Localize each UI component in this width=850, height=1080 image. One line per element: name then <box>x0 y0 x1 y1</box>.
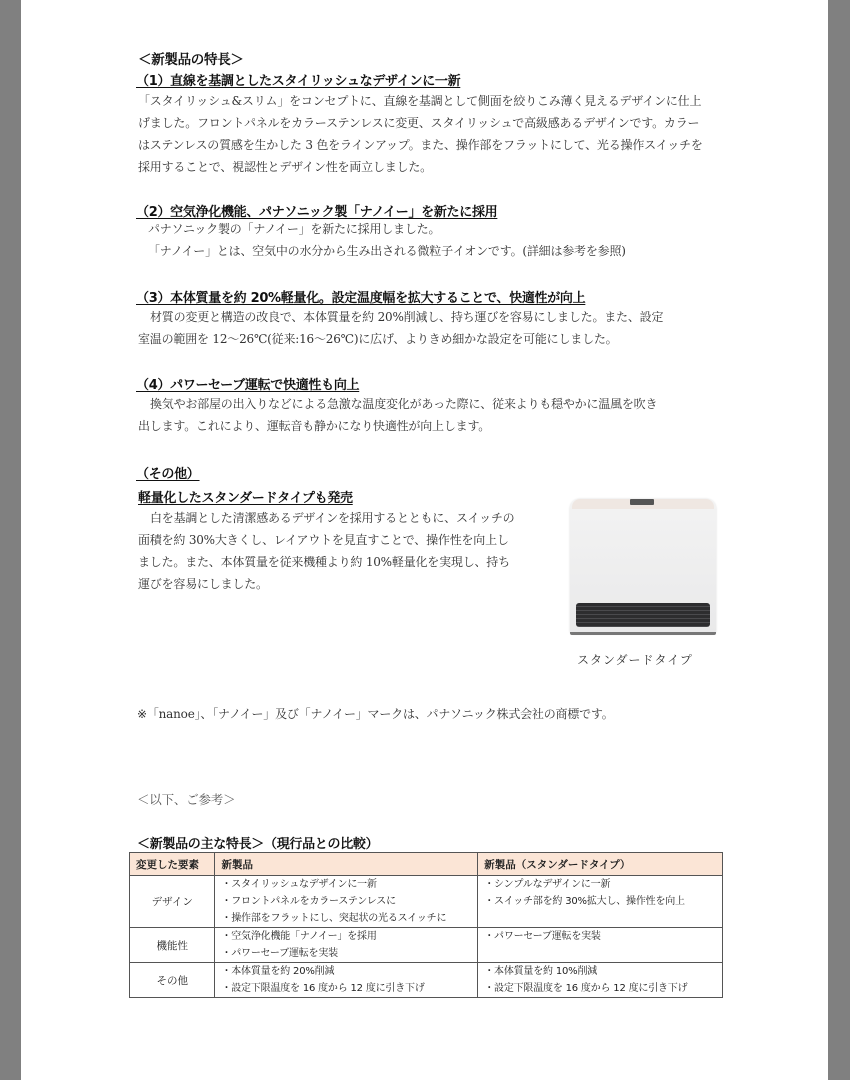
table-row <box>130 876 723 928</box>
text-line: はステンレスの質感を生かした 3 色をラインアップ。また、操作部をフラットにして、光る操作スイッチを <box>138 138 703 152</box>
text-line: 「スタイリッシュ&スリム」をコンセプトに、直線を基調として側面を絞りこみ薄く見えるデザインに仕上 <box>138 94 702 108</box>
comparison-table <box>129 852 723 998</box>
text-line: げました。フロントパネルをカラーステンレスに変更、スタイリッシュで高級感あるデザインです。カラー <box>138 116 700 130</box>
image-caption: スタンダードタイプ <box>577 653 693 667</box>
column-header: 新製品 <box>215 853 478 876</box>
standard-product-cell <box>478 876 723 928</box>
new-product-cell <box>215 876 478 928</box>
other-subheading: 軽量化したスタンダードタイプも発売 <box>138 491 353 506</box>
text-line: 室温の範囲を 12～26℃(従来:16～26℃)に広げ、よりきめ細かな設定を可能にしました。 <box>138 332 618 346</box>
standard-product-cell <box>478 928 723 963</box>
cell-line: ・設定下限温度を 16 度から 12 度に引き下げ <box>221 983 425 994</box>
text-line: パナソニック製の「ナノイー」を新たに採用しました。 <box>148 222 441 236</box>
text-line: 運びを容易にしました。 <box>138 577 268 591</box>
table-header-row <box>130 853 723 876</box>
other-body <box>138 507 514 595</box>
section-4-body <box>138 393 657 437</box>
heater-base <box>570 632 716 635</box>
trademark-note: ※「nanoe」、「ナノイー」及び「ナノイー」マークは、パナソニック株式会社の商標です。 <box>137 707 614 721</box>
cell-line: ・本体質量を約 20%削減 <box>221 966 335 977</box>
new-product-cell <box>215 963 478 998</box>
table-row <box>130 928 723 963</box>
cell-line: ・フロントパネルをカラーステンレスに <box>221 896 396 907</box>
other-heading: （その他） <box>136 467 200 482</box>
section-4-heading: （4）パワーセーブ運転で快適性も向上 <box>136 378 360 393</box>
heater-display <box>630 499 654 505</box>
text-line: ました。また、本体質量を従来機種より約 10%軽量化を実現し、持ち <box>138 555 510 569</box>
comparison-title: ＜新製品の主な特長＞（現行品との比較） <box>137 837 379 852</box>
column-header: 新製品（スタンダードタイプ） <box>478 853 723 876</box>
cell-line: ・パワーセーブ運転を実装 <box>484 931 601 942</box>
cell-line: ・操作部をフラットにし、突起状の光るスイッチに <box>221 913 447 924</box>
section-3-body <box>138 306 663 350</box>
cell-line: ・空気浄化機能「ナノイー」を採用 <box>221 931 377 942</box>
text-line: 「ナノイー」とは、空気中の水分から生み出される微粒子イオンです。(詳細は参考を参照) <box>148 244 626 258</box>
column-header: 変更した要素 <box>130 853 215 876</box>
row-category: 機能性 <box>130 928 215 963</box>
heater-vent <box>576 603 710 627</box>
text-line: 換気やお部屋の出入りなどによる急激な温度変化があった際に、従来よりも穏やかに温風を吹き <box>150 397 658 411</box>
row-category: デザイン <box>130 876 215 928</box>
features-title: ＜新製品の特長＞ <box>138 52 244 68</box>
standard-type-heater-image <box>568 495 718 637</box>
text-line: 白を基調とした清潔感あるデザインを採用するとともに、スイッチの <box>150 511 515 525</box>
cell-line: ・パワーセーブ運転を実装 <box>221 948 338 959</box>
table-row <box>130 963 723 998</box>
cell-line: ・本体質量を約 10%削減 <box>484 966 598 977</box>
text-line: 材質の変更と構造の改良で、本体質量を約 20%削減し、持ち運びを容易にしました。また、設定 <box>150 310 664 324</box>
text-line: 採用することで、視認性とデザイン性を両立しました。 <box>138 160 432 174</box>
section-2-body <box>148 218 626 262</box>
section-1-body <box>138 90 703 178</box>
text-line: 出します。これにより、運転音も静かになり快適性が向上します。 <box>138 419 491 433</box>
document-page <box>21 0 828 1080</box>
new-product-cell <box>215 928 478 963</box>
section-3-heading: （3）本体質量を約 20%軽量化。設定温度幅を拡大することで、快適性が向上 <box>136 291 586 306</box>
cell-line: ・スタイリッシュなデザインに一新 <box>221 879 377 890</box>
cell-line: ・設定下限温度を 16 度から 12 度に引き下げ <box>484 983 688 994</box>
reference-label: ＜以下、ご参考＞ <box>137 792 236 807</box>
cell-line: ・スイッチ部を約 30%拡大し、操作性を向上 <box>484 896 685 907</box>
row-category: その他 <box>130 963 215 998</box>
section-2-heading: （2）空気浄化機能、パナソニック製「ナノイー」を新たに採用 <box>136 205 498 220</box>
section-1-heading: （1）直線を基調としたスタイリッシュなデザインに一新 <box>136 74 461 89</box>
standard-product-cell <box>478 963 723 998</box>
text-line: 面積を約 30%大きくし、レイアウトを見直すことで、操作性を向上し <box>138 533 509 547</box>
cell-line: ・シンプルなデザインに一新 <box>484 879 611 890</box>
